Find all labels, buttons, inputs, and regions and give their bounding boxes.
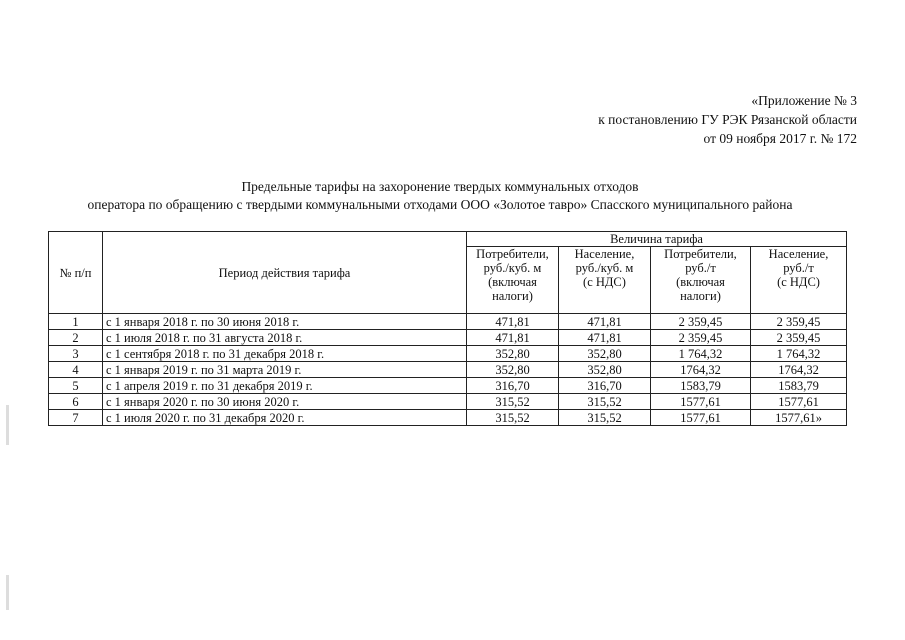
value-consumers-t: 1764,32 [651,362,751,378]
value-population-t: 2 359,45 [751,314,847,330]
header-line: Потребители, [664,247,737,261]
value-consumers-m3: 315,52 [467,410,559,426]
header-line: (включая [488,275,537,289]
appendix-line-3: от 09 ноября 2017 г. № 172 [703,131,857,146]
table-row [49,362,847,378]
header-num: № п/п [49,232,103,314]
document-title [0,178,880,214]
header-line: руб./т [685,261,716,275]
row-period: с 1 апреля 2019 г. по 31 декабря 2019 г. [103,378,467,394]
row-period: с 1 июля 2020 г. по 31 декабря 2020 г. [103,410,467,426]
title-line-2: оператора по обращению с твердыми коммунальными отходами ООО «Золотое тавро» Спасского муниципального района [87,197,793,212]
value-consumers-m3: 315,52 [467,394,559,410]
row-number: 1 [49,314,103,330]
value-consumers-m3: 352,80 [467,346,559,362]
value-consumers-t: 2 359,45 [651,314,751,330]
title-line-1: Предельные тарифы на захоронение твердых коммунальных отходов [241,179,639,194]
header-population-t [751,247,847,314]
value-consumers-t: 1583,79 [651,378,751,394]
row-period: с 1 июля 2018 г. по 31 августа 2018 г. [103,330,467,346]
value-population-m3: 352,80 [559,346,651,362]
value-consumers-m3: 352,80 [467,362,559,378]
header-line: (включая [676,275,725,289]
value-population-m3: 471,81 [559,314,651,330]
value-consumers-m3: 471,81 [467,314,559,330]
row-number: 5 [49,378,103,394]
header-line: (с НДС) [583,275,626,289]
header-consumers-m3 [467,247,559,314]
header-line: налоги) [680,289,721,303]
value-population-t: 1764,32 [751,362,847,378]
row-period: с 1 января 2020 г. по 30 июня 2020 г. [103,394,467,410]
table-row [49,378,847,394]
value-consumers-m3: 471,81 [467,330,559,346]
row-number: 4 [49,362,103,378]
row-number: 2 [49,330,103,346]
value-consumers-m3: 316,70 [467,378,559,394]
table-row [49,346,847,362]
header-period: Период действия тарифа [103,232,467,314]
value-population-t: 1577,61 [751,394,847,410]
header-line: Население, [574,247,635,261]
tariff-table [48,231,847,426]
table-row [49,330,847,346]
header-consumers-t [651,247,751,314]
appendix-header [598,91,857,148]
value-consumers-t: 1577,61 [651,410,751,426]
header-line: руб./т [783,261,814,275]
row-number: 6 [49,394,103,410]
value-population-t: 1 764,32 [751,346,847,362]
value-consumers-t: 1 764,32 [651,346,751,362]
header-population-m3 [559,247,651,314]
header-tariff-group: Величина тарифа [467,232,847,247]
header-line: Потребители, [476,247,549,261]
table-row [49,410,847,426]
value-population-t: 1583,79 [751,378,847,394]
value-population-m3: 316,70 [559,378,651,394]
row-number: 7 [49,410,103,426]
table-row [49,314,847,330]
value-population-m3: 315,52 [559,410,651,426]
row-number: 3 [49,346,103,362]
row-period: с 1 сентября 2018 г. по 31 декабря 2018 г. [103,346,467,362]
row-period: с 1 января 2019 г. по 31 марта 2019 г. [103,362,467,378]
value-population-m3: 471,81 [559,330,651,346]
value-population-t: 1577,61» [751,410,847,426]
value-consumers-t: 2 359,45 [651,330,751,346]
header-line: налоги) [492,289,533,303]
appendix-line-2: к постановлению ГУ РЭК Рязанской области [598,112,857,127]
header-line: Население, [768,247,829,261]
value-consumers-t: 1577,61 [651,394,751,410]
scan-artifact [6,575,9,610]
value-population-m3: 352,80 [559,362,651,378]
value-population-t: 2 359,45 [751,330,847,346]
header-line: руб./куб. м [575,261,634,275]
header-line: руб./куб. м [483,261,542,275]
value-population-m3: 315,52 [559,394,651,410]
scan-artifact [6,405,9,445]
row-period: с 1 января 2018 г. по 30 июня 2018 г. [103,314,467,330]
appendix-line-1: «Приложение № 3 [751,93,857,108]
table-row [49,394,847,410]
header-line: (с НДС) [777,275,820,289]
